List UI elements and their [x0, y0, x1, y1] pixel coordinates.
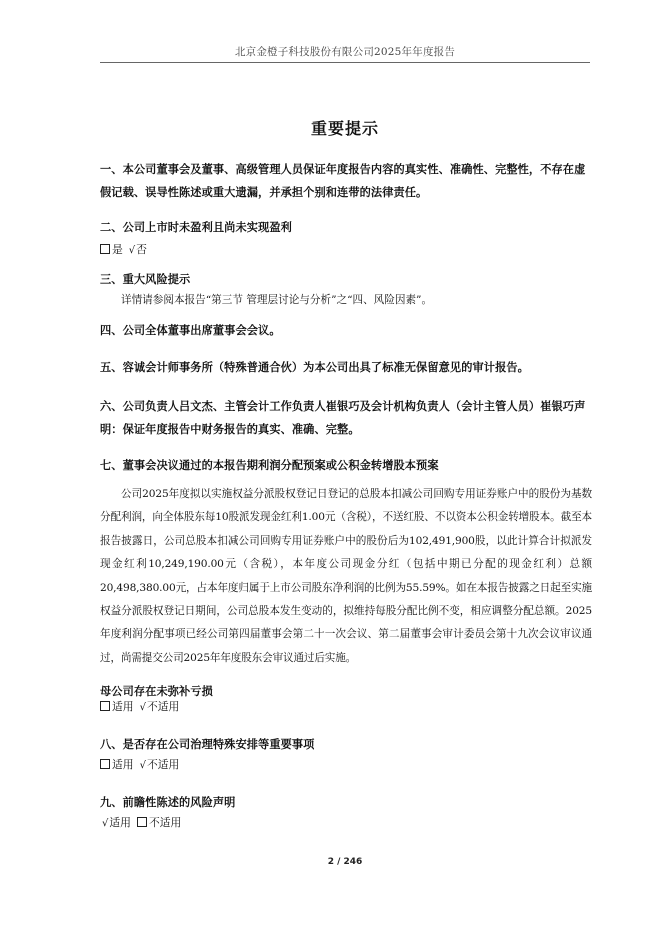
checkbox-icon: [137, 817, 147, 827]
checkbox-icon: [100, 701, 110, 711]
section-3-heading: 三、重大风险提示: [100, 273, 191, 286]
option-not-applicable-label: 不适用: [148, 816, 182, 829]
checkbox-icon: [100, 759, 110, 769]
checkmark-icon: √: [139, 760, 146, 771]
section-7-heading: 七、董事会决议通过的本报告期利润分配预案或公积金转增股本预案: [100, 459, 439, 472]
loss-options: [100, 698, 592, 717]
page-header: 北京金橙子科技股份有限公司2025年年度报告: [234, 46, 456, 58]
option-applicable-label: 适用: [112, 758, 134, 771]
option-not-applicable-label: 不适用: [146, 758, 180, 771]
checkmark-icon: √: [102, 818, 109, 829]
checkmark-icon: √: [139, 702, 146, 713]
section-7-paragraph: 公司2025年度拟以实施权益分派股权登记日登记的总股本扣减公司回购专用证券账户中的股份为基数分配利润，向全体股东每10股派发现金红利1.00元（含税），不送红股、不以资本公积金转增股本。截至本报告披露日，公司总股本扣减公司回购专用证券账户中的股份后为102,491,900股，以此计算合计拟派发现金红利10,249,190.00元（含税），本年度公司现金分红（包括中期已分配的现金红利）总额20,498,380.00元，占本年度归属于上市公司股东净利润的比例为55.59%。如在本报告披露之日起至实施权益分派股权登记日期间，公司总股本发生变动的，拟维持每股分配比例不变，相应调整分配总额。2025年度利润分配事项已经公司第四届董事会第二十一次会议、第二届董事会审计委员会第十九次会议审议通过，尚需提交公司2025年年度股东会审议通过后实施。: [100, 488, 592, 664]
section-3-body: 详情请参阅本报告“第三节 管理层讨论与分析”之“四、风险因素”。: [121, 294, 433, 306]
page-title: 重要提示: [310, 119, 379, 138]
section-8-heading: 八、是否存在公司治理特殊安排等重要事项: [100, 738, 315, 751]
option-not-applicable-label: 不适用: [146, 700, 180, 713]
option-yes-label: 是: [112, 243, 123, 256]
section-6-statement: 六、公司负责人吕文杰、主管会计工作负责人崔银巧及会计机构负责人（会计主管人员）崔银巧声明：保证年度报告中财务报告的真实、准确、完整。: [100, 400, 586, 436]
section-8-options: [100, 756, 592, 775]
loss-heading: 母公司存在未弥补亏损: [100, 685, 213, 698]
section-9-options: [100, 814, 592, 833]
section-1-statement: 一、本公司董事会及董事、高级管理人员保证年度报告内容的真实性、准确性、完整性，不存在虚假记载、误导性陈述或重大遗漏，并承担个别和连带的法律责任。: [100, 163, 586, 199]
header-divider: [100, 62, 590, 63]
page-number: 2 / 246: [327, 857, 363, 867]
section-2-heading: 二、公司上市时未盈利且尚未实现盈利: [100, 221, 292, 234]
section-9-heading: 九、前瞻性陈述的风险声明: [100, 796, 236, 809]
section-2-options: [100, 241, 592, 260]
section-4-statement: 四、公司全体董事出席董事会会议。: [100, 324, 281, 337]
section-5-statement: 五、容诚会计师事务所（特殊普通合伙）为本公司出具了标准无保留意见的审计报告。: [100, 361, 529, 374]
checkmark-icon: √: [128, 245, 136, 256]
option-applicable-label: 适用: [112, 700, 134, 713]
option-applicable-label: 适用: [109, 816, 131, 829]
option-no-label: 否: [136, 243, 147, 256]
checkbox-icon: [100, 244, 110, 254]
